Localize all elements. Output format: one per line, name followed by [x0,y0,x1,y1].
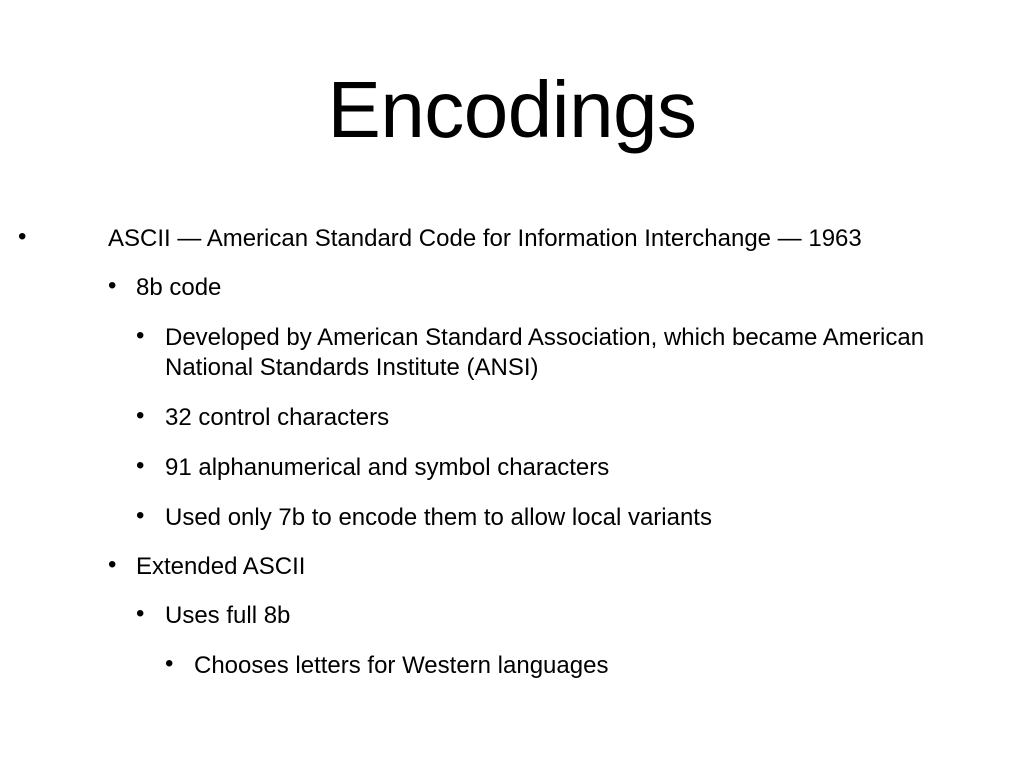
bullet-icon: • [18,223,27,250]
bullet-developed-by: Developed by American Standard Association, which became American National Standards Institute (ANSI) [165,324,925,381]
bullet-control-characters: 32 control characters [165,404,390,431]
bullet-icon: • [108,551,117,578]
bullet-icon: • [108,272,117,299]
bullet-icon: • [136,452,145,479]
bullet-icon: • [165,650,174,677]
bullet-alphanumerical: 91 alphanumerical and symbol characters [165,454,610,481]
bullet-icon: • [136,402,145,429]
bullet-used-7b: Used only 7b to encode them to allow local variants [165,504,712,531]
bullet-extended-ascii: Extended ASCII [136,553,306,580]
bullet-icon: • [136,600,145,627]
bullet-western-languages: Chooses letters for Western languages [194,652,609,679]
bullet-ascii: ASCII — American Standard Code for Information Interchange — 1963 [108,225,862,252]
slide-title: Encodings [327,65,697,154]
bullet-8b-code: 8b code [136,274,222,301]
bullet-uses-full-8b: Uses full 8b [165,602,291,629]
bullet-icon: • [136,322,145,349]
bullet-icon: • [136,502,145,529]
